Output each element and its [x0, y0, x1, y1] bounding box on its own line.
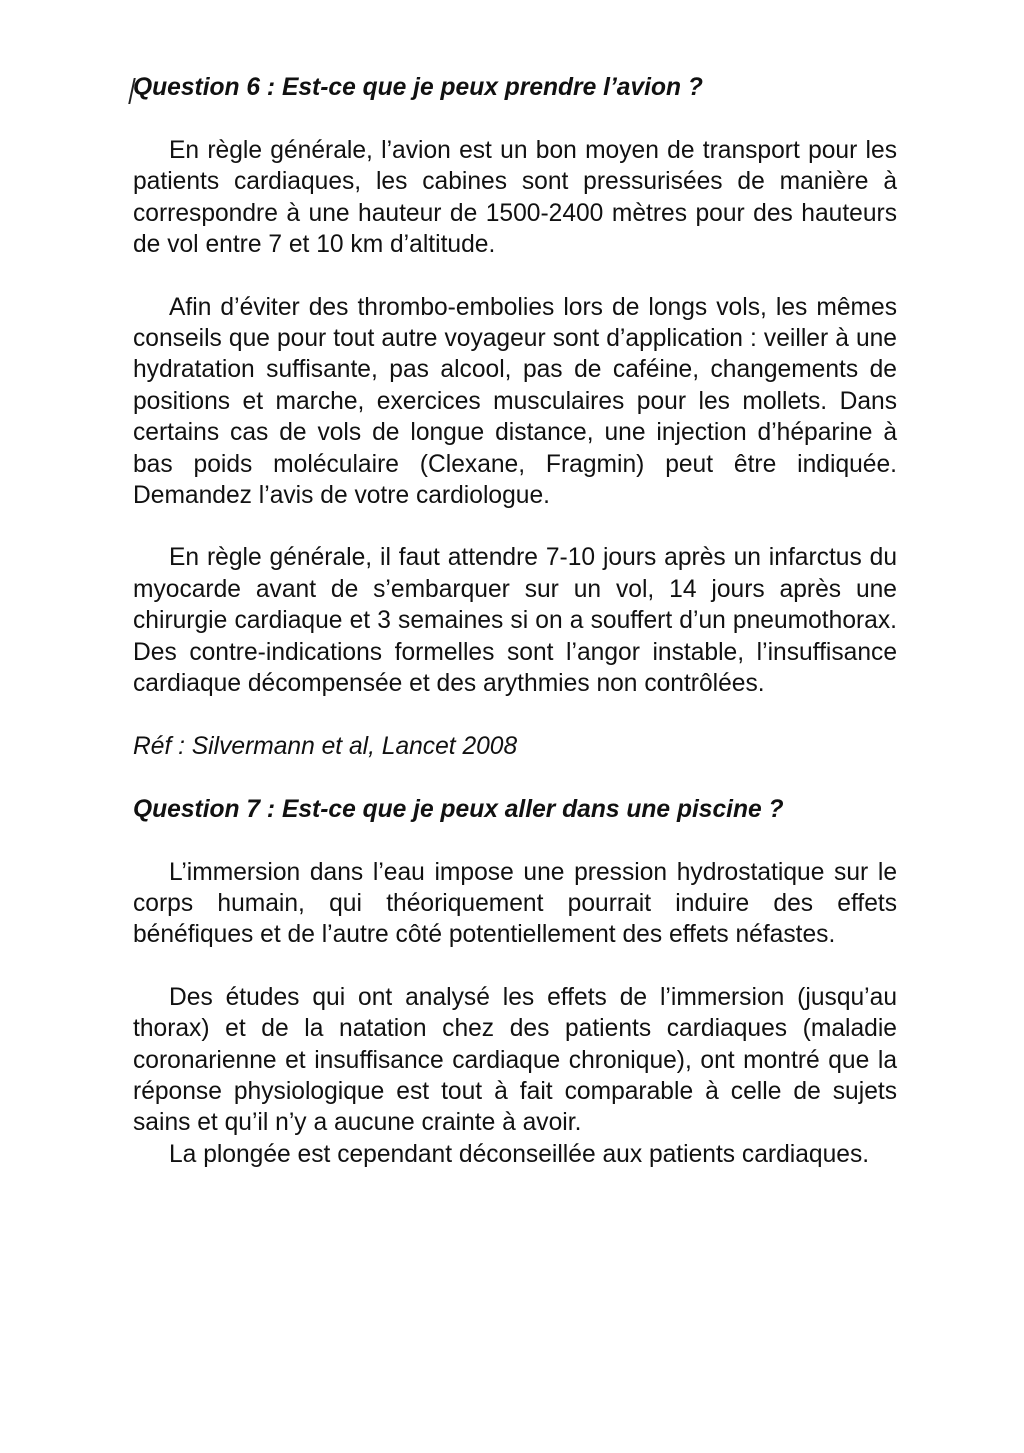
reference-note: Réf : Silvermann et al, Lancet 2008 [133, 732, 518, 760]
q6-paragraph-2: Afin d’éviter des thrombo-embolies lors de longs vols, les mêmes conseils que pour tout autre voyageur sont d’application : veiller à une hydratation suffisante, pas alcool, pas de caféine, changements de positions et marche, exercices musculaires pour les mollets. Dans certains cas de vols de longue distance, une injection d’héparine à bas poids moléculaire (Clexane, Fragmin) peut être indiquée. Demandez l’avis de votre cardiologue. [133, 293, 897, 510]
document-page [133, 72, 897, 1170]
question-7-heading: Question 7 : Est-ce que je peux aller dans une piscine ? [133, 795, 784, 823]
q7-paragraph-3: La plongée est cependant déconseillée aux patients cardiaques. [169, 1140, 870, 1168]
question-6-heading: Question 6 : Est-ce que je peux prendre l’avion ? [133, 74, 703, 101]
q7-paragraph-2: Des études qui ont analysé les effets de l’immersion (jusqu’au thorax) et de la natation chez des patients cardiaques (maladie coronarienne et insuffisance cardiaque chronique), ont montré que la réponse physiologique est tout à fait comparable à celle de sujets sains et qu’il n’y a aucune crainte à avoir. [133, 983, 897, 1137]
q6-paragraph-3: En règle générale, il faut attendre 7-10 jours après un infarctus du myocarde avant de s’embarquer sur un vol, 14 jours après une chirurgie cardiaque et 3 semaines si on a souffert d’un pneumothorax. Des contre-indications formelles sont l’angor instable, l’insuffisance cardiaque décompensée et des arythmies non contrôlées. [133, 544, 897, 698]
q7-paragraph-1: L’immersion dans l’eau impose une pression hydrostatique sur le corps humain, qui théoriquement pourrait induire des effets bénéfiques et de l’autre côté potentiellement des effets néfastes. [133, 858, 897, 949]
q6-paragraph-1: En règle générale, l’avion est un bon moyen de transport pour les patients cardiaques, les cabines sont pressurisées de manière à correspondre à une hauteur de 1500-2400 mètres pour des hauteurs de vol entre 7 et 10 km d’altitude. [133, 137, 897, 259]
